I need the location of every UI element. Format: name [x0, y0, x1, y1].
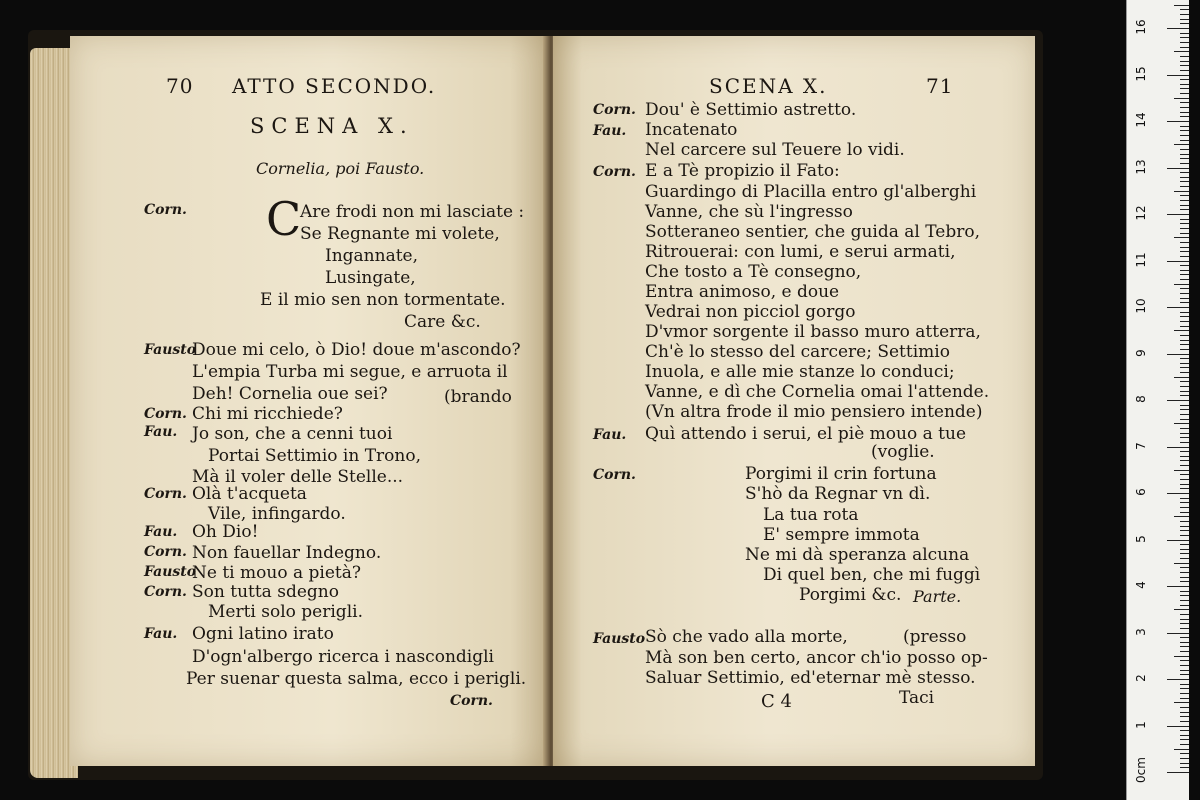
ruler-tick [1180, 316, 1189, 317]
ruler-tick [1180, 479, 1189, 480]
ruler-tick [1180, 665, 1189, 666]
right-page [553, 36, 1035, 766]
drop-cap: C [266, 192, 302, 246]
ruler-tick [1180, 474, 1189, 475]
scene-heading: SCENA X. [250, 114, 414, 138]
speaker-label: Corn. [144, 202, 187, 218]
stage-direction: Parte. [913, 587, 962, 606]
ruler-tick [1180, 177, 1189, 178]
ruler-tick [1180, 293, 1189, 294]
ruler-tick [1180, 158, 1189, 159]
text-line: (presso [903, 627, 967, 647]
ruler-tick [1180, 70, 1189, 71]
ruler-tick [1180, 628, 1189, 629]
ruler-tick [1180, 23, 1189, 24]
ruler-tick [1180, 19, 1189, 20]
ruler-tick [1174, 330, 1189, 331]
ruler-tick [1174, 191, 1189, 192]
ruler-tick [1180, 195, 1189, 196]
ruler-tick [1180, 302, 1189, 303]
ruler-tick [1180, 600, 1189, 601]
text-line: Merti solo perigli. [208, 602, 363, 622]
text-line: Ne ti mouo a pietà? [192, 563, 361, 583]
ruler-tick [1180, 335, 1189, 336]
text-line: Are frodi non mi lasciate : [300, 202, 525, 222]
ruler-label: 12 [1134, 205, 1148, 221]
text-line: Ne mi dà speranza alcuna [745, 545, 970, 565]
left-catchword: Corn. [450, 693, 493, 709]
speaker-label: Fausto [144, 342, 197, 358]
ruler-tick [1180, 274, 1189, 275]
ruler-tick [1174, 516, 1189, 517]
ruler-tick [1180, 688, 1189, 689]
left-folio: 70 [166, 74, 194, 98]
ruler-tick [1180, 288, 1189, 289]
ruler-tick [1174, 5, 1189, 6]
ruler-label: 14 [1134, 112, 1148, 128]
ruler-tick [1167, 772, 1189, 773]
ruler-tick [1180, 409, 1189, 410]
ruler-tick [1180, 572, 1189, 573]
ruler-tick [1174, 377, 1189, 378]
ruler-label: 9 [1134, 348, 1148, 357]
ruler-tick [1167, 679, 1189, 680]
ruler-tick [1180, 739, 1189, 740]
ruler-tick [1167, 307, 1189, 308]
text-line: E il mio sen non tormentate. [260, 290, 506, 310]
ruler-tick [1174, 51, 1189, 52]
text-line: Jo son, che a cenni tuoi [192, 424, 393, 444]
text-line: Non fauellar Indegno. [192, 543, 382, 563]
ruler-tick [1180, 735, 1189, 736]
ruler-label: 8 [1134, 395, 1148, 403]
ruler-tick [1180, 233, 1189, 234]
ruler-tick [1180, 205, 1189, 206]
ruler-tick [1180, 763, 1189, 764]
text-line: Ingannate, [325, 246, 419, 266]
ruler-tick [1180, 758, 1189, 759]
ruler-label: 10 [1134, 298, 1148, 314]
text-line: Inuola, e alle mie stanze lo conduci; [645, 362, 955, 382]
ruler-label: 15 [1134, 65, 1148, 82]
ruler-tick [1180, 437, 1189, 438]
ruler-tick [1180, 670, 1189, 671]
ruler-tick [1180, 684, 1189, 685]
speaker-label: Corn. [144, 584, 187, 600]
ruler-tick [1180, 660, 1189, 661]
ruler-tick [1180, 730, 1189, 731]
ruler-label: 1 [1134, 720, 1148, 729]
ruler-tick [1180, 9, 1189, 10]
ruler-tick [1180, 251, 1189, 252]
ruler-tick [1180, 321, 1189, 322]
ruler-tick [1174, 237, 1189, 238]
text-line: D'ogn'albergo ricerca i nascondigli [192, 647, 494, 667]
speaker-label: Corn. [144, 544, 187, 560]
ruler-tick [1180, 181, 1189, 182]
ruler-tick [1167, 261, 1189, 262]
ruler-tick [1174, 609, 1189, 610]
ruler-tick [1180, 642, 1189, 643]
text-line: (voglie. [871, 442, 935, 462]
ruler-tick [1180, 135, 1189, 136]
ruler-tick [1180, 112, 1189, 113]
ruler-tick [1167, 214, 1189, 215]
text-line: (Vn altra frode il mio pensiero intende) [645, 402, 983, 422]
ruler-label: 13 [1134, 158, 1148, 175]
ruler-tick [1174, 702, 1189, 703]
ruler-label: 16 [1134, 19, 1148, 35]
ruler-tick [1180, 65, 1189, 66]
ruler-tick [1167, 121, 1189, 122]
text-line: (brando [444, 387, 512, 407]
ruler-tick [1180, 581, 1189, 582]
ruler-tick [1180, 79, 1189, 80]
ruler-tick [1167, 633, 1189, 634]
ruler-tick [1180, 270, 1189, 271]
ruler-tick [1180, 172, 1189, 173]
text-line: Saluar Settimio, ed'eternar mè stesso. [645, 668, 976, 688]
ruler-label: 3 [1134, 627, 1148, 636]
ruler-tick [1167, 726, 1189, 727]
ruler-tick [1180, 367, 1189, 368]
ruler-tick [1180, 116, 1189, 117]
ruler-tick [1180, 42, 1189, 43]
ruler-tick [1180, 395, 1189, 396]
speaker-label: Corn. [144, 406, 187, 422]
left-running-head: ATTO SECONDO. [232, 74, 437, 98]
ruler-label: 5 [1134, 534, 1148, 543]
ruler-tick [1180, 414, 1189, 415]
ruler-tick [1180, 312, 1189, 313]
ruler-tick [1174, 656, 1189, 657]
text-line: Vanne, e dì che Cornelia omai l'attende. [645, 382, 990, 402]
ruler-tick [1180, 47, 1189, 48]
text-line: Deh! Cornelia oue sei? [192, 384, 388, 404]
ruler-tick [1180, 502, 1189, 503]
ruler-tick [1180, 521, 1189, 522]
text-line: Porgimi &c. [799, 585, 902, 605]
ruler-tick [1180, 386, 1189, 387]
ruler-tick [1180, 707, 1189, 708]
ruler-tick [1180, 577, 1189, 578]
text-line: Entra animoso, e doue [645, 282, 840, 302]
ruler-tick [1180, 419, 1189, 420]
ruler-tick [1180, 637, 1189, 638]
text-line: Quì attendo i serui, el piè mouo a tue [645, 424, 967, 444]
ruler-tick [1180, 623, 1189, 624]
ruler-tick [1180, 507, 1189, 508]
ruler-tick [1180, 219, 1189, 220]
ruler-tick [1180, 279, 1189, 280]
ruler-tick [1180, 149, 1189, 150]
ruler-tick [1180, 349, 1189, 350]
ruler-tick [1180, 753, 1189, 754]
ruler-tick [1180, 558, 1189, 559]
signature-mark: C 4 [761, 691, 792, 712]
ruler-tick [1180, 451, 1189, 452]
text-line: E a Tè propizio il Fato: [645, 161, 840, 181]
right-folio: 71 [926, 74, 954, 98]
ruler-tick [1180, 693, 1189, 694]
ruler-tick [1180, 84, 1189, 85]
ruler-tick [1180, 553, 1189, 554]
ruler-tick [1180, 344, 1189, 345]
ruler-tick [1180, 163, 1189, 164]
ruler-tick [1180, 93, 1189, 94]
text-line: Nel carcere sul Teuere lo vidi. [645, 140, 905, 160]
text-line: S'hò da Regnar vn dì. [745, 484, 931, 504]
ruler-tick [1180, 326, 1189, 327]
cm-ruler [1126, 0, 1189, 800]
text-line: Ogni latino irato [192, 624, 334, 644]
text-line: Doue mi celo, ò Dio! doue m'ascondo? [192, 340, 521, 360]
ruler-tick [1180, 358, 1189, 359]
speaker-label: Corn. [593, 102, 636, 118]
speaker-label: Fausto [593, 631, 646, 647]
ruler-tick [1174, 98, 1189, 99]
ruler-tick [1180, 433, 1189, 434]
ruler-tick [1180, 405, 1189, 406]
ruler-tick [1180, 619, 1189, 620]
ruler-tick [1180, 484, 1189, 485]
text-line: Dou' è Settimio astretto. [645, 100, 857, 120]
text-line: Chi mi ricchiede? [192, 404, 343, 424]
ruler-tick [1180, 61, 1189, 62]
speaker-label: Fau. [144, 424, 178, 440]
text-line: Mà son ben certo, ancor ch'io posso op- [645, 648, 988, 668]
ruler-tick [1180, 256, 1189, 257]
ruler-tick [1180, 646, 1189, 647]
text-line: E' sempre immota [763, 525, 920, 545]
ruler-tick [1180, 591, 1189, 592]
text-line: Per suenar questa salma, ecco i perigli. [186, 669, 527, 689]
ruler-tick [1180, 265, 1189, 266]
ruler-tick [1180, 56, 1189, 57]
text-line: Di quel ben, che mi fuggì [763, 565, 981, 585]
ruler-tick [1167, 168, 1189, 169]
ruler-tick [1180, 209, 1189, 210]
ruler-tick [1180, 186, 1189, 187]
ruler-tick [1180, 33, 1189, 34]
ruler-tick [1167, 493, 1189, 494]
ruler-tick [1180, 442, 1189, 443]
ruler-tick [1180, 712, 1189, 713]
speaker-label: Corn. [144, 486, 187, 502]
right-running-head: SCENA X. [709, 74, 828, 98]
text-line: Portai Settimio in Trono, [208, 446, 421, 466]
ruler-tick [1180, 247, 1189, 248]
ruler-tick [1180, 37, 1189, 38]
ruler-tick [1180, 340, 1189, 341]
text-line: D'vmor sorgente il basso muro atterra, [645, 322, 981, 342]
ruler-tick [1180, 530, 1189, 531]
ruler-tick [1180, 298, 1189, 299]
ruler-label: 2 [1134, 674, 1148, 682]
ruler-tick [1180, 107, 1189, 108]
right-catchword: Taci [899, 688, 935, 708]
ruler-tick [1180, 14, 1189, 15]
ruler-tick [1180, 651, 1189, 652]
ruler-tick [1180, 460, 1189, 461]
speaker-label: Fau. [144, 524, 178, 540]
ruler-tick [1180, 465, 1189, 466]
speaker-label: Corn. [593, 467, 636, 483]
ruler-tick [1167, 447, 1189, 448]
speaker-label: Fau. [593, 123, 627, 139]
ruler-tick [1174, 749, 1189, 750]
text-line: Son tutta sdegno [192, 582, 339, 602]
speaker-label: Fausto [144, 564, 197, 580]
ruler-tick [1180, 567, 1189, 568]
ruler-tick [1180, 456, 1189, 457]
speaker-label: Fau. [593, 427, 627, 443]
ruler-label: 0cm [1134, 757, 1148, 783]
ruler-tick [1180, 498, 1189, 499]
text-line: Care &c. [404, 312, 481, 332]
speaker-label: Fau. [144, 626, 178, 642]
ruler-tick [1180, 154, 1189, 155]
ruler-label: 4 [1134, 581, 1148, 589]
ruler-tick [1167, 75, 1189, 76]
ruler-tick [1180, 535, 1189, 536]
ruler-tick [1174, 284, 1189, 285]
ruler-tick [1180, 140, 1189, 141]
text-line: Lusingate, [325, 268, 416, 288]
text-line: Olà t'acqueta [192, 484, 307, 504]
text-line: Vile, infingardo. [208, 504, 346, 524]
ruler-tick [1180, 372, 1189, 373]
text-line: La tua rota [763, 505, 859, 525]
ruler-tick [1180, 126, 1189, 127]
ruler-tick [1167, 28, 1189, 29]
ruler-tick [1180, 674, 1189, 675]
text-line: Sotteraneo sentier, che guida al Tebro, [645, 222, 980, 242]
ruler-tick [1180, 721, 1189, 722]
text-line: Se Regnante mi volete, [300, 224, 500, 244]
ruler-tick [1167, 400, 1189, 401]
ruler-tick [1180, 228, 1189, 229]
text-line: Oh Dio! [192, 522, 259, 542]
ruler-tick [1180, 614, 1189, 615]
text-line: Sò che vado alla morte, [645, 627, 848, 647]
ruler-tick [1180, 200, 1189, 201]
ruler-tick [1180, 549, 1189, 550]
ruler-label: 7 [1134, 441, 1148, 450]
ruler-tick [1180, 595, 1189, 596]
ruler-tick [1180, 391, 1189, 392]
ruler-tick [1180, 767, 1189, 768]
ruler-label: 6 [1134, 488, 1148, 496]
ruler-tick [1180, 363, 1189, 364]
text-line: Incatenato [645, 120, 738, 140]
left-page [70, 36, 548, 766]
ruler-tick [1180, 223, 1189, 224]
ruler-tick [1180, 744, 1189, 745]
ruler-tick [1174, 563, 1189, 564]
ruler-tick [1180, 428, 1189, 429]
ruler-tick [1174, 144, 1189, 145]
text-line: Ritrouerai: con lumi, e serui armati, [645, 242, 956, 262]
text-line: Guardingo di Placilla entro gl'alberghi [645, 182, 977, 202]
ruler-tick [1167, 540, 1189, 541]
text-line: Vedrai non picciol gorgo [645, 302, 856, 322]
text-line: Porgimi il crin fortuna [745, 464, 937, 484]
ruler-tick [1180, 544, 1189, 545]
ruler-tick [1174, 470, 1189, 471]
text-line: Che tosto a Tè consegno, [645, 262, 862, 282]
ruler-tick [1180, 88, 1189, 89]
ruler-tick [1180, 512, 1189, 513]
text-line: Mà il voler delle Stelle... [192, 467, 404, 487]
ruler-tick [1180, 716, 1189, 717]
ruler-tick [1180, 102, 1189, 103]
ruler-tick [1180, 130, 1189, 131]
ruler-tick [1167, 586, 1189, 587]
ruler-label: 11 [1134, 251, 1148, 268]
ruler-tick [1167, 354, 1189, 355]
speaker-label: Corn. [593, 164, 636, 180]
ruler-tick [1180, 605, 1189, 606]
ruler-tick [1180, 242, 1189, 243]
ruler-tick [1180, 526, 1189, 527]
ruler-tick [1180, 381, 1189, 382]
text-line: L'empia Turba mi segue, e arruota il [192, 362, 508, 382]
text-line: Vanne, che sù l'ingresso [645, 202, 853, 222]
text-line: Ch'è lo stesso del carcere; Settimio [645, 342, 950, 362]
ruler-tick [1180, 698, 1189, 699]
scene-characters: Cornelia, poi Fausto. [256, 159, 425, 178]
ruler-tick [1174, 423, 1189, 424]
ruler-tick [1180, 488, 1189, 489]
